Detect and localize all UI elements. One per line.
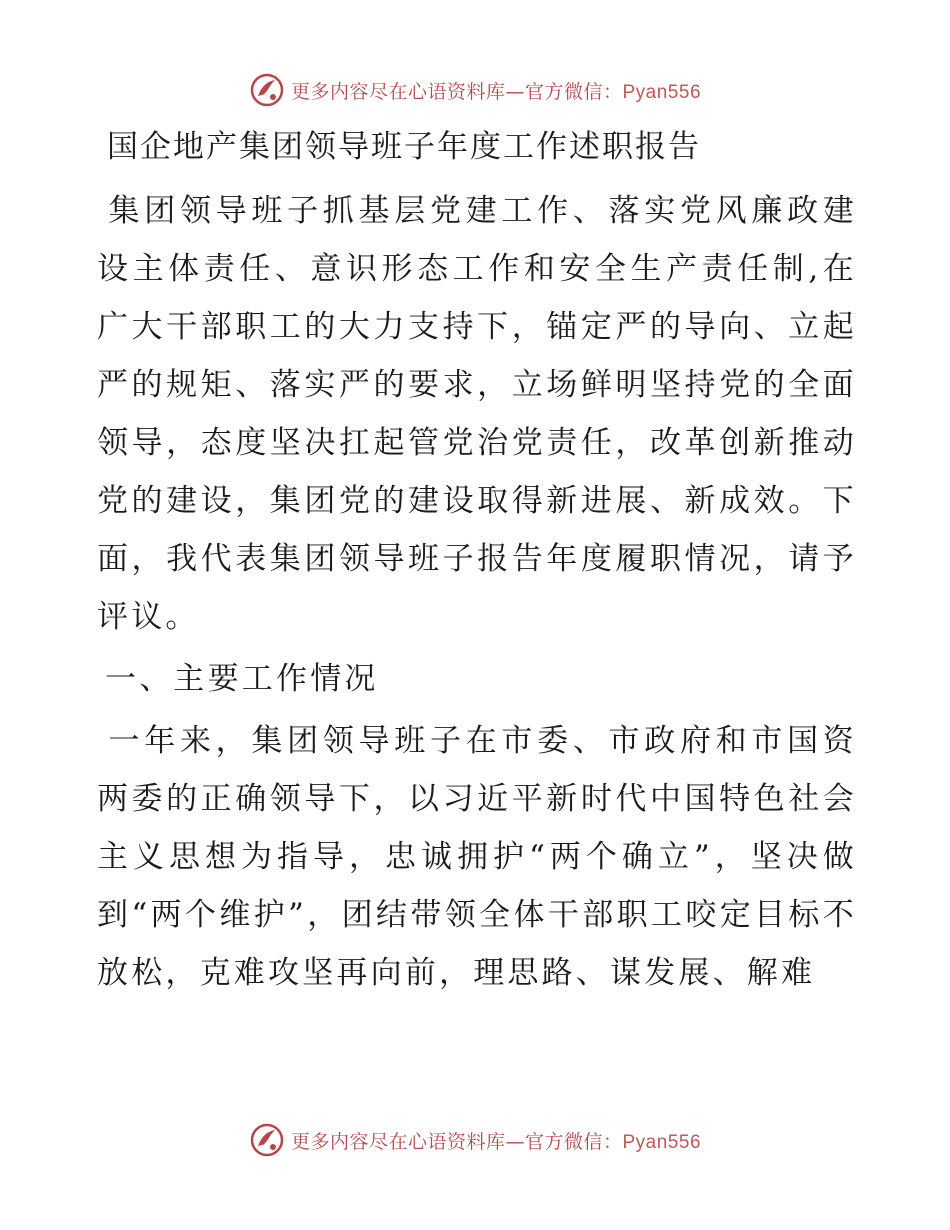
footer-watermark [0,1120,950,1160]
watermark-text: 更多内容尽在心语资料库—官方微信：Pyan556 [290,80,702,103]
document-title: 国企地产集团领导班子年度工作述职报告 [107,129,701,165]
header-watermark [0,70,950,110]
brand-logo-icon [249,72,285,108]
brand-logo-icon [249,1122,285,1158]
section-heading: 一、主要工作情况 [105,661,379,697]
intro-paragraph: 集团领导班子抓基层党建工作、落实党风廉政建设主体责任、意识形态工作和安全生产责任制,在广大干部职工的大力支持下，锚定严的导向、立起严的规矩、落实严的要求，立场鲜明坚持党的全面领导，态度坚决扛起管党治党责任，改革创新推动党的建设，集团党的建设取得新进展、新成效。下面，我代表集团领导班子报告年度履职情况，请予评议。 [97,193,857,635]
section-paragraph: 一年来，集团领导班子在市委、市政府和市国资两委的正确领导下，以习近平新时代中国特色社会主义思想为指导，忠诚拥护“两个确立”，坚决做到“两个维护”，团结带领全体干部职工咬定目标不放松，克难攻坚再向前，理思路、谋发展、解难 [97,723,857,991]
watermark-text: 更多内容尽在心语资料库—官方微信：Pyan556 [290,1130,702,1153]
document-body [97,122,857,1006]
